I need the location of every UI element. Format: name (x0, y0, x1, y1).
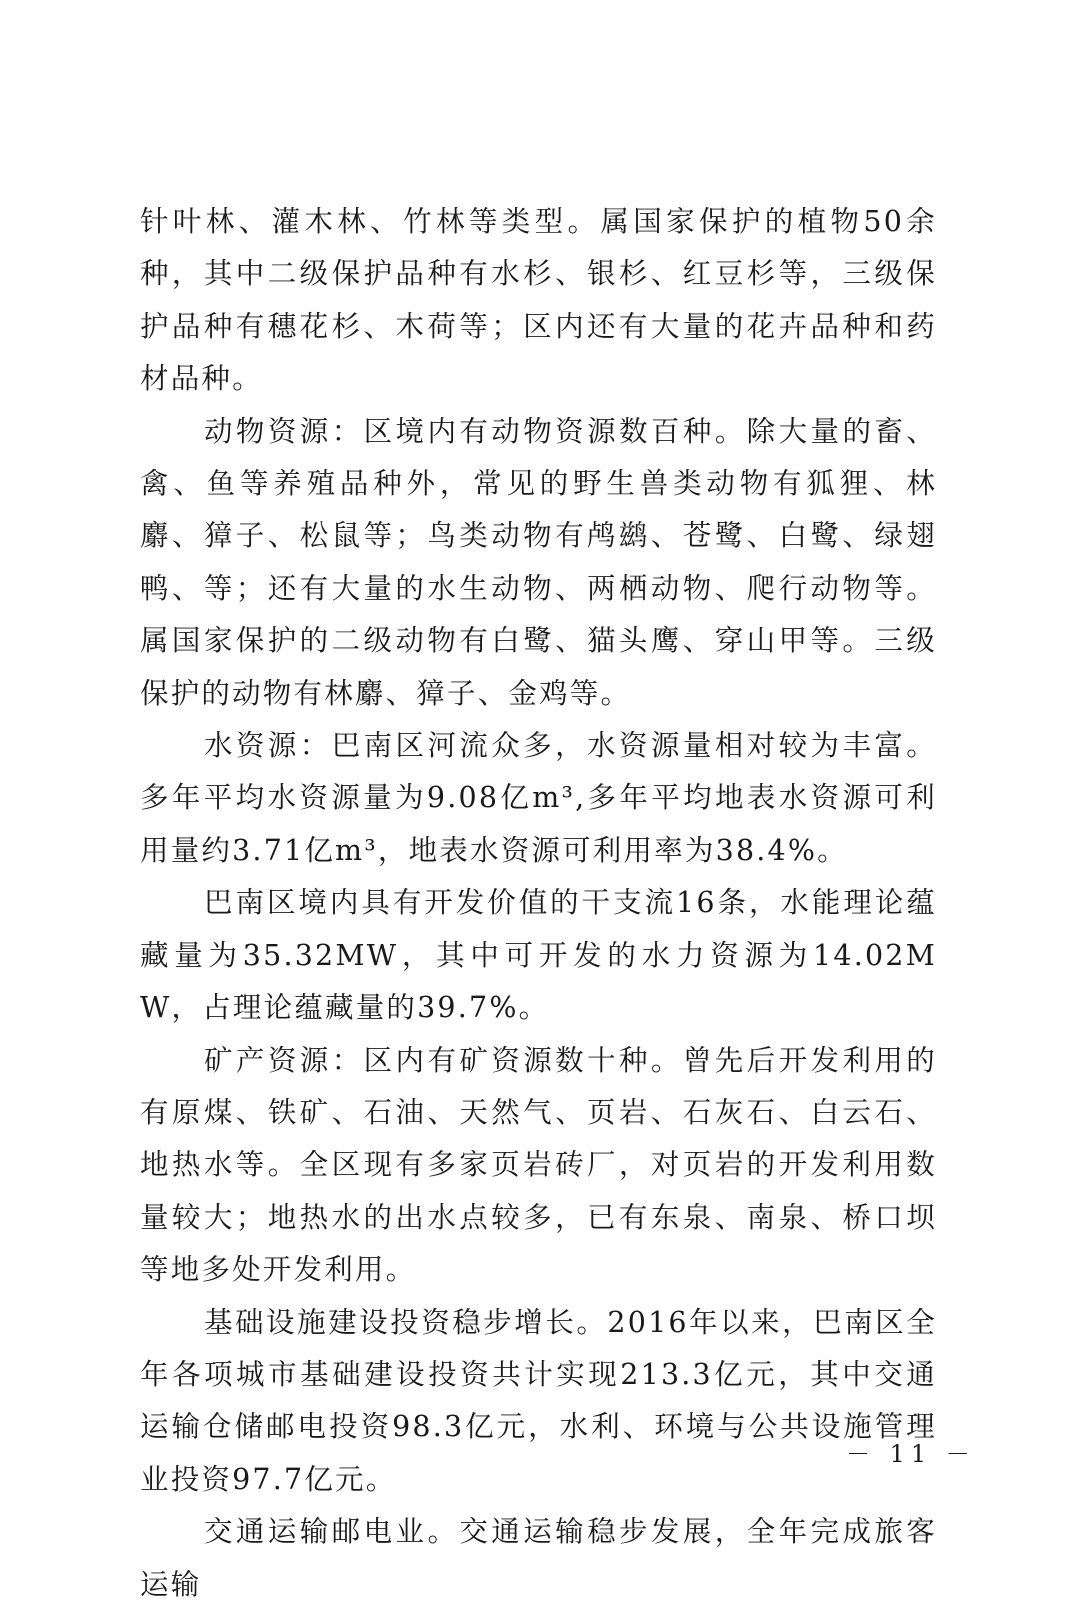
paragraph-plants: 针叶林、灌木林、竹林等类型。属国家保护的植物50余种，其中二级保护品种有水杉、银杉、红豆杉等，三级保护品种有穗花杉、木荷等；区内还有大量的花卉品种和药材品种。 (140, 205, 937, 396)
document-body (140, 196, 937, 1611)
paragraph-mineral-resources: 矿产资源：区内有矿资源数十种。曾先后开发利用的有原煤、铁矿、石油、天然气、页岩、石灰石、白云石、地热水等。全区现有多家页岩砖厂，对页岩的开发利用数量较大；地热水的出水点较多，已有东泉、南泉、桥口坝等地多处开发利用。 (140, 1043, 937, 1287)
paragraph-infrastructure-investment: 基础设施建设投资稳步增长。2016年以来，巴南区全年各项城市基础建设投资共计实现213.3亿元，其中交通运输仓储邮电投资98.3亿元，水利、环境与公共设施管理业投资97.7亿元。 (140, 1305, 937, 1496)
paragraph-hydropower: 巴南区境内具有开发价值的干支流16条，水能理论蕴藏量为35.32MW，其中可开发的水力资源为14.02MW，占理论蕴藏量的39.7%。 (140, 886, 937, 1025)
paragraph-water-resources: 水资源：巴南区河流众多，水资源量相对较为丰富。多年平均水资源量为9.08亿m³,多年平均地表水资源可利用量约3.71亿m³，地表水资源可利用率为38.4%。 (140, 729, 937, 867)
paragraph-animal-resources: 动物资源：区境内有动物资源数百种。除大量的畜、禽、鱼等养殖品种外，常见的野生兽类动物有狐狸、林麝、獐子、松鼠等；鸟类动物有鸬鹚、苍鹭、白鹭、绿翅鸭、等；还有大量的水生动物、两栖动物、爬行动物等。属国家保护的二级动物有白鹭、猫头鹰、穿山甲等。三级保护的动物有林麝、獐子、金鸡等。 (140, 414, 937, 710)
page-number: － 11 － (846, 1440, 976, 1468)
paragraph-transport-post: 交通运输邮电业。交通运输稳步发展，全年完成旅客运输 (140, 1515, 937, 1601)
